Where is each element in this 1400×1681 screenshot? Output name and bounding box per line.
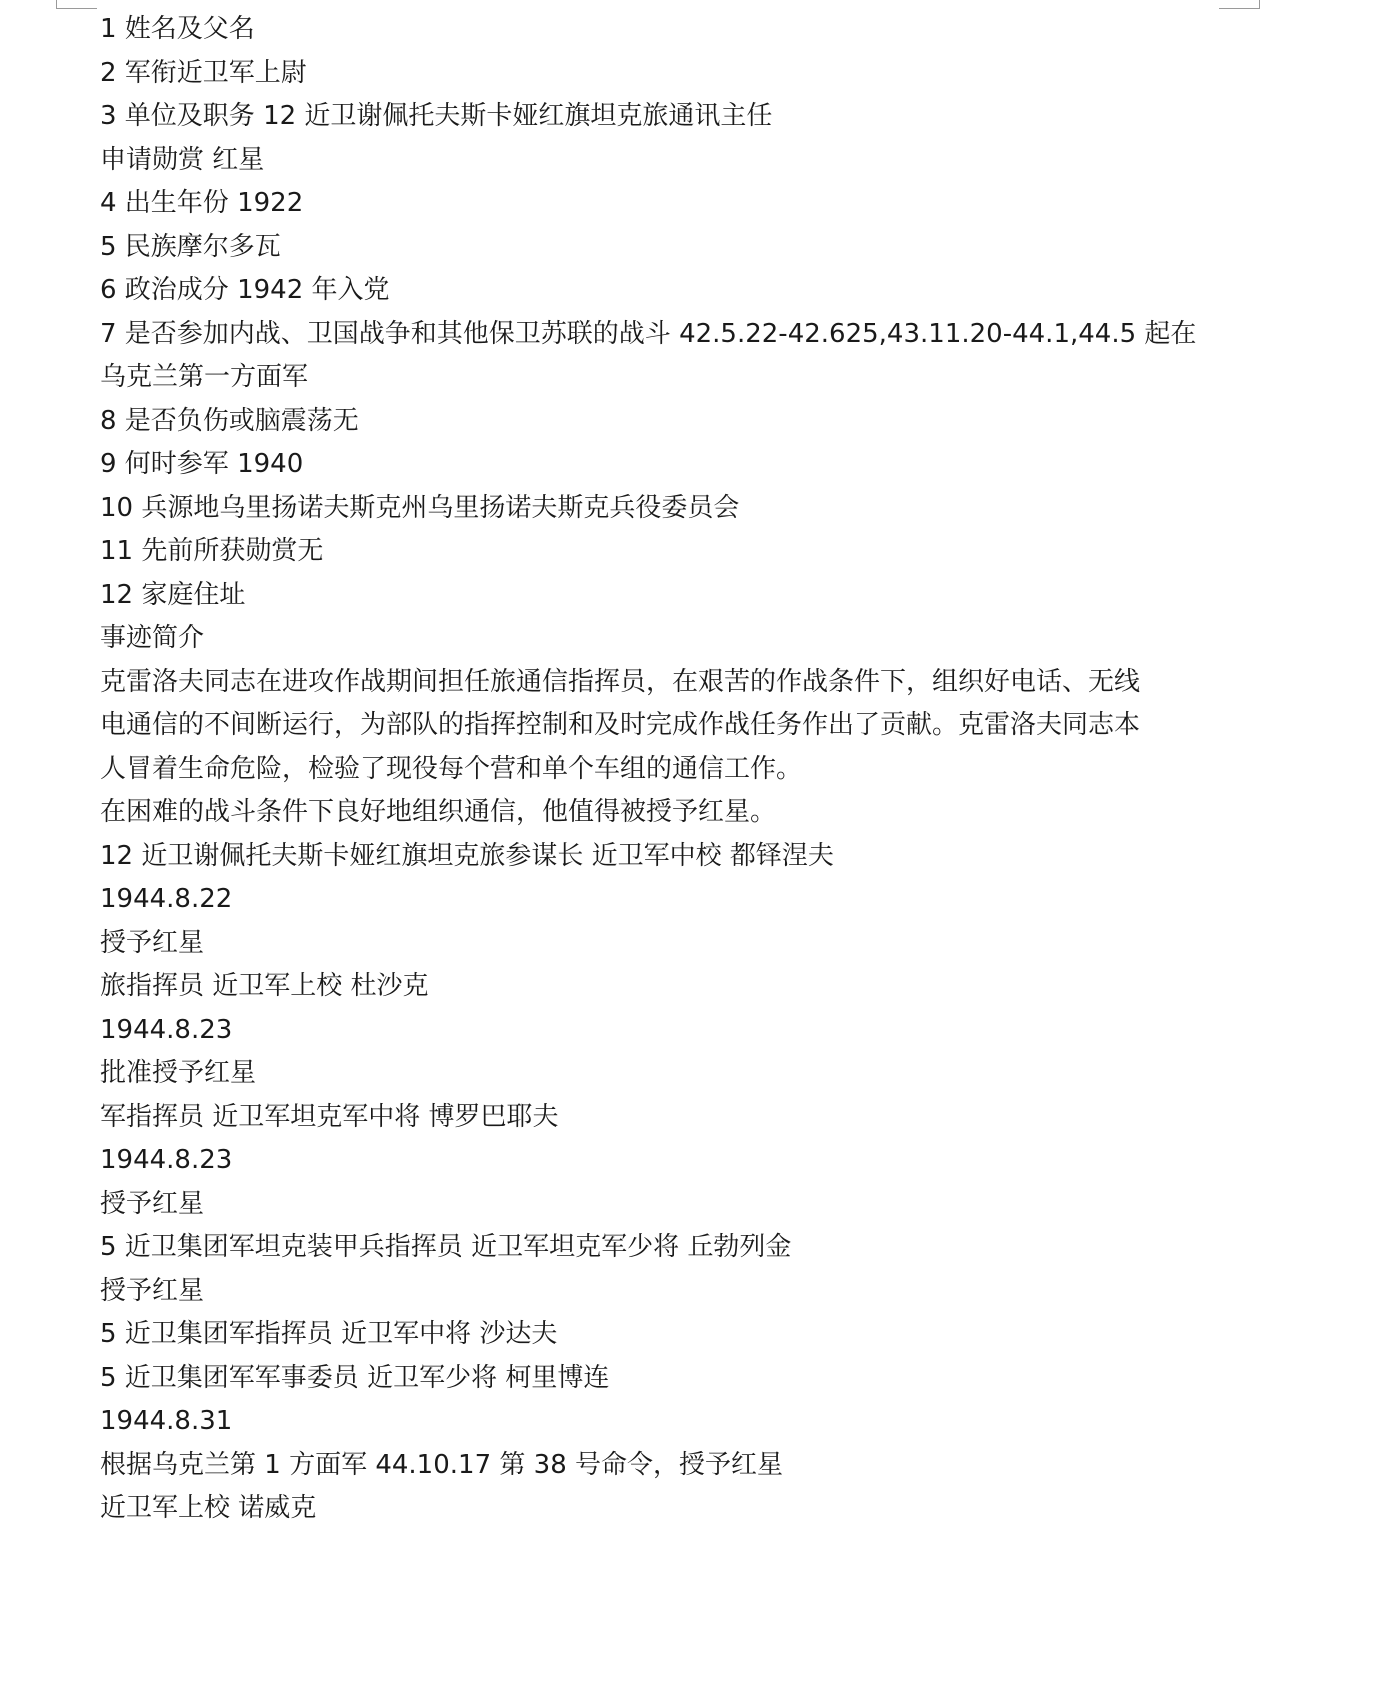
field-party-membership: 6 政治成分 1942 年入党 — [100, 275, 390, 305]
summary-line-1: 克雷洛夫同志在进攻作战期间担任旅通信指挥员，在艰苦的作战条件下，组织好电话、无线 — [100, 666, 1141, 697]
signature-brigade-commander: 旅指挥员 近卫军上校 杜沙克 — [100, 971, 429, 1001]
date-1: 1944.8.22 — [100, 884, 233, 914]
crop-mark-left — [56, 0, 97, 9]
signature-final: 近卫军上校 诺威克 — [100, 1493, 317, 1523]
resolution-3: 授予红星 — [100, 1188, 205, 1219]
signature-corps-commander: 军指挥员 近卫军坦克军中将 博罗巴耶夫 — [100, 1101, 559, 1132]
field-nationality: 5 民族摩尔多瓦 — [100, 231, 281, 262]
signature-chief-of-staff: 12 近卫谢佩托夫斯卡娅红旗坦克旅参谋长 近卫军中校 都铎涅夫 — [100, 840, 834, 871]
signature-military-council: 5 近卫集团军军事委员 近卫军少将 柯里博连 — [100, 1362, 610, 1393]
field-combat-service: 7 是否参加内战、卫国战争和其他保卫苏联的战斗 42.5.22-42.625,43.11.20-44.1,44.5 起在 — [100, 318, 1197, 349]
date-2: 1944.8.23 — [100, 1014, 233, 1045]
summary-line-2: 电通信的不间断运行，为部队的指挥控制和及时完成作战任务作出了贡献。克雷洛夫同志本 — [100, 710, 1141, 740]
signature-armor-commander: 5 近卫集团军坦克装甲兵指挥员 近卫军坦克军少将 丘勃列金 — [100, 1232, 792, 1262]
field-combat-service-cont: 乌克兰第一方面军 — [100, 362, 309, 392]
summary-conclusion: 在困难的战斗条件下良好地组织通信，他值得被授予红星。 — [100, 797, 777, 827]
field-enlistment-office: 10 兵源地乌里扬诺夫斯克州乌里扬诺夫斯克兵役委员会 — [100, 492, 740, 523]
field-birth-year: 4 出生年份 1922 — [100, 188, 304, 218]
date-4: 1944.8.31 — [100, 1406, 233, 1436]
document-body — [100, 8, 1260, 1531]
final-order: 根据乌克兰第 1 方面军 44.10.17 第 38 号命令，授予红星 — [100, 1449, 783, 1480]
field-enlistment-year: 9 何时参军 1940 — [100, 449, 304, 479]
field-rank: 2 军衔近卫军上尉 — [100, 57, 307, 88]
field-name: 1 姓名及父名 — [100, 14, 255, 44]
signature-army-commander: 5 近卫集团军指挥员 近卫军中将 沙达夫 — [100, 1319, 558, 1349]
summary-line-3: 人冒着生命危险，检验了现役每个营和单个车组的通信工作。 — [100, 753, 803, 784]
resolution-1: 授予红星 — [100, 927, 205, 958]
section-heading-summary: 事迹简介 — [100, 623, 205, 653]
field-previous-awards: 11 先前所获勋赏无 — [100, 536, 324, 566]
field-home-address: 12 家庭住址 — [100, 579, 246, 610]
resolution-2: 批准授予红星 — [100, 1058, 257, 1088]
resolution-4: 授予红星 — [100, 1275, 205, 1306]
field-award-requested: 申请勋赏 红星 — [100, 144, 265, 175]
field-unit-position: 3 单位及职务 12 近卫谢佩托夫斯卡娅红旗坦克旅通讯主任 — [100, 101, 773, 131]
field-wounds: 8 是否负伤或脑震荡无 — [100, 405, 359, 436]
date-3: 1944.8.23 — [100, 1145, 233, 1175]
